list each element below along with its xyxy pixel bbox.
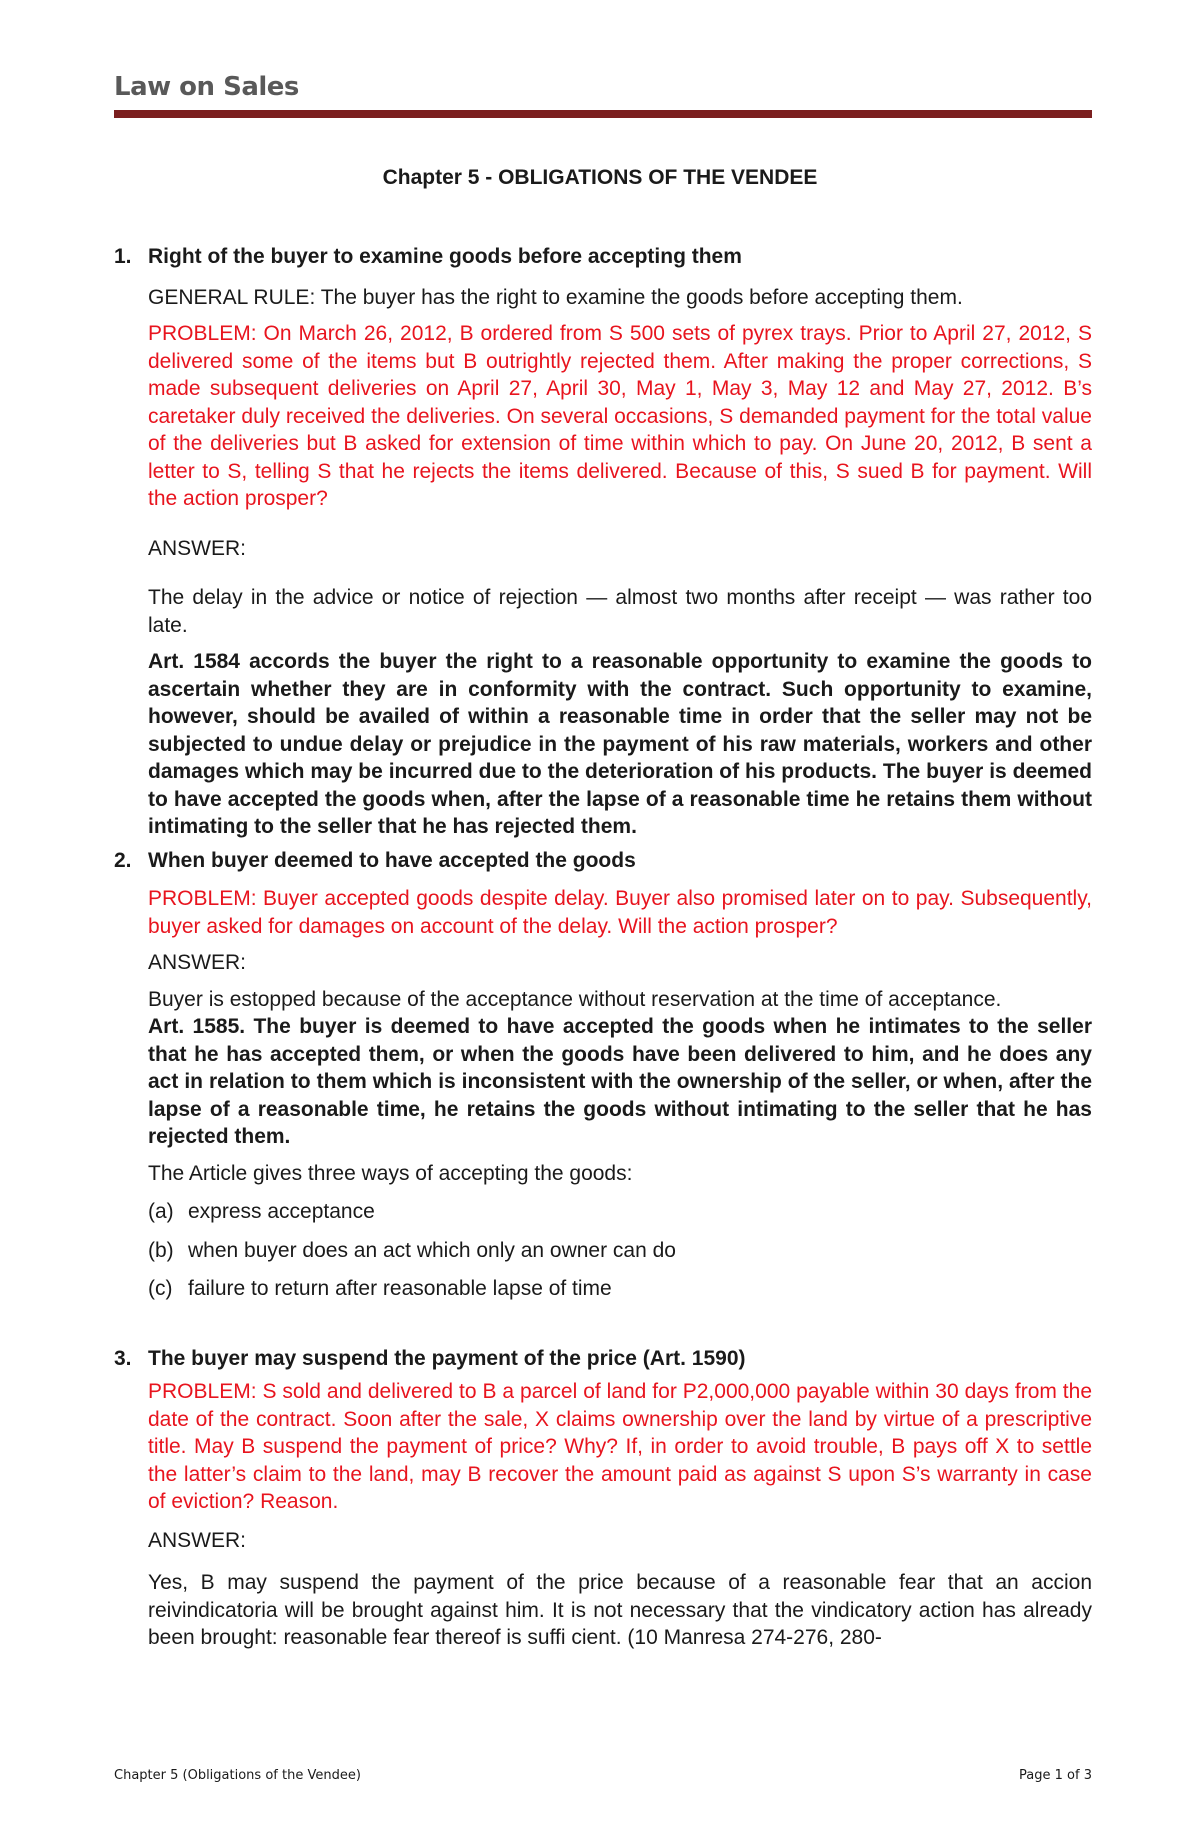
list-item-label: (b): [148, 1238, 174, 1262]
document-body: [114, 243, 1092, 1652]
article-text: Art. 1585. The buyer is deemed to have accepted the goods when he intimates to the seller that he has accepted them, or when the goods have been delivered to him, and he does any act in relation to them which is inconsistent with the ownership of the seller, or when, after the lapse of a reasonable time, he retains the goods without intimating to the seller that he has rejected them.: [148, 1015, 1092, 1148]
answer-label: ANSWER:: [148, 1528, 247, 1552]
list-item: [148, 1275, 1092, 1303]
section-heading: When buyer deemed to have accepted the goods: [148, 848, 636, 872]
problem-text: PROBLEM: S sold and delivered to B a parcel of land for P2,000,000 payable within 30 days from the date of the contract. Soon after the sale, X claims ownership over the land by virtue of a prescriptive title. May B suspend the payment of price? Why? If, in order to avoid trouble, B pays off X to settle the latter’s claim to the land, may B recover the amount paid as against S upon S’s warranty in case of eviction? Reason.: [148, 1380, 1092, 1513]
answer-label: ANSWER:: [148, 536, 247, 560]
list-item-label: (c): [148, 1277, 173, 1300]
section-heading: The buyer may suspend the payment of the price (Art. 1590): [148, 1346, 746, 1370]
list-item-text: failure to return after reasonable lapse of time: [188, 1277, 612, 1300]
section-number: 2.: [114, 848, 132, 872]
list-item-text: express acceptance: [188, 1200, 375, 1223]
general-rule: GENERAL RULE: The buyer has the right to examine the goods before accepting them.: [148, 285, 963, 309]
section-number: 3.: [114, 1346, 132, 1370]
header-title: Law on Sales: [114, 72, 299, 102]
section-2: [114, 847, 1092, 1303]
chapter-title: Chapter 5 - OBLIGATIONS OF THE VENDEE: [382, 166, 818, 189]
answer-label: ANSWER:: [148, 951, 247, 974]
problem-text: PROBLEM: On March 26, 2012, B ordered from S 500 sets of pyrex trays. Prior to April 27, 2012, S delivered some of the items but B outrightly rejected them. After making the proper corrections, S made subsequent deliveries on April 27, April 30, May 1, May 3, May 12 and May 27, 2012. B’s caretaker duly received the deliveries. On several occasions, S demanded payment for the total value of the deliveries but B asked for extension of time within which to pay. On June 20, 2012, B sent a letter to S, telling S that he rejects the items delivered. Because of this, S sued B for payment. Will the action prosper?: [148, 322, 1092, 510]
section-heading: Right of the buyer to examine goods before accepting them: [148, 245, 742, 268]
answer-text: The delay in the advice or notice of rejection — almost two months after receipt — was rather too late.: [148, 586, 1092, 637]
article-text: Art. 1584 accords the buyer the right to a reasonable opportunity to examine the goods to ascertain whether they are in conformity with the contract. Such opportunity to examine, however, should be availed of within a reasonable time in order that the seller may not be subjected to undue delay or prejudice in the payment of his raw materials, workers and other damages which may be incurred due to the deterioration of his products. The buyer is deemed to have accepted the goods when, after the lapse of a reasonable time he retains them without intimating to the seller that he has rejected them.: [148, 650, 1092, 838]
ways-intro: The Article gives three ways of accepting the goods:: [148, 1161, 633, 1185]
header-rule: [114, 110, 1092, 118]
answer-text: Buyer is estopped because of the acceptance without reservation at the time of acceptance.: [148, 987, 1002, 1011]
list-item: [148, 1198, 1092, 1226]
list-item: [148, 1237, 1092, 1265]
footer-chapter: Chapter 5 (Obligations of the Vendee): [114, 1768, 361, 1783]
section-number: 1.: [114, 245, 132, 268]
list-item-label: (a): [148, 1200, 174, 1223]
answer-text: Yes, B may suspend the payment of the price because of a reasonable fear that an accion reivindicatoria will be brought against him. It is not necessary that the vindicatory action has already been brought: reasonable fear thereof is suffi cient. (10 Manresa 274-276, 280-: [148, 1571, 1092, 1649]
section-3: [114, 1345, 1092, 1652]
problem-text: PROBLEM: Buyer accepted goods despite delay. Buyer also promised later on to pay. Subsequently, buyer asked for damages on account of the delay. Will the action prosper?: [148, 887, 1092, 938]
section-1: [114, 243, 1092, 841]
footer-page-number: Page 1 of 3: [1019, 1768, 1092, 1783]
list-item-text: when buyer does an act which only an owner can do: [188, 1238, 676, 1262]
